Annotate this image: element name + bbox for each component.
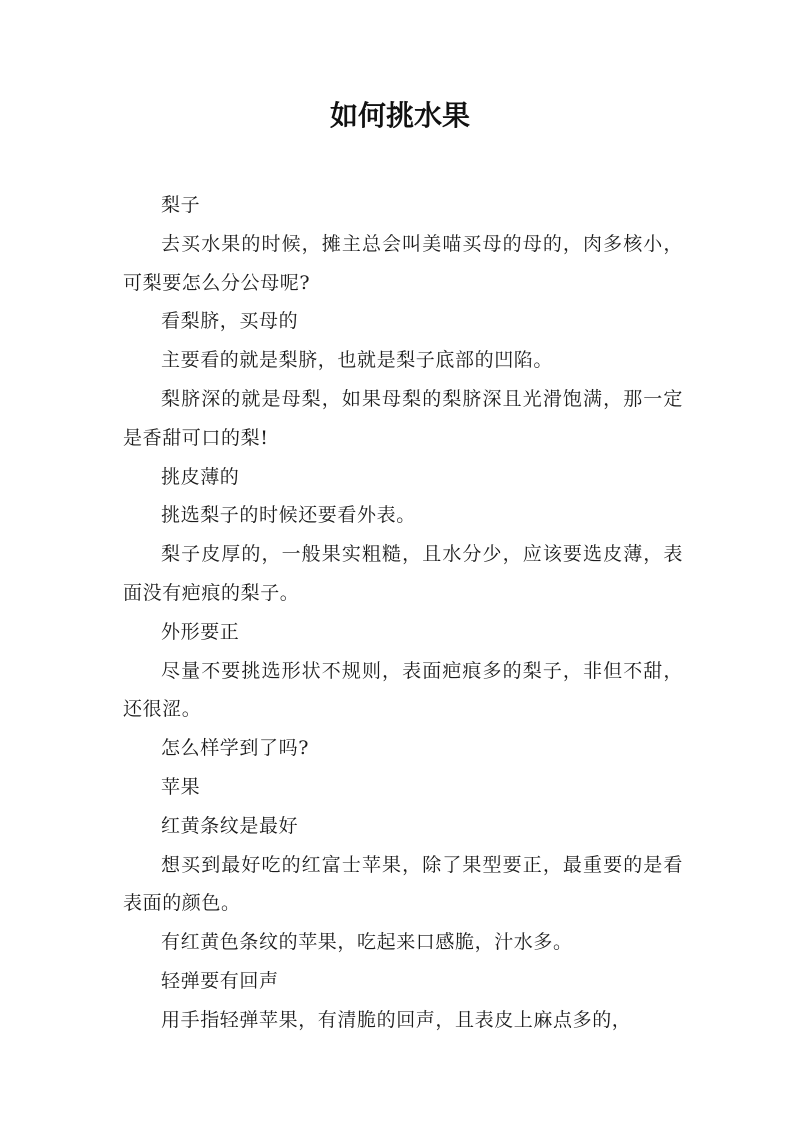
paragraph: 用手指轻弹苹果，有清脆的回声，且表皮上麻点多的， — [161, 1008, 632, 1031]
paragraph: 苹果 — [161, 775, 201, 798]
paragraph: 挑选梨子的时候还要看外表。 — [161, 504, 416, 527]
paragraph: 轻弹要有回声 — [161, 969, 279, 992]
paragraph: 看梨脐，买母的 — [161, 310, 299, 333]
paragraph: 外形要正 — [161, 620, 240, 643]
paragraph: 去买水果的时候，摊主总会叫美喵买母的母的，肉多核小，可梨要怎么分公母呢? — [123, 232, 683, 294]
paragraph: 怎么样学到了吗? — [161, 737, 309, 760]
paragraph: 梨脐深的就是母梨，如果母梨的梨脐深且光滑饱满，那一定是香甜可口的梨! — [123, 387, 683, 449]
paragraph: 挑皮薄的 — [161, 465, 240, 488]
paragraph: 主要看的就是梨脐，也就是梨子底部的凹陷。 — [161, 349, 554, 372]
document-title: 如何挑水果 — [329, 99, 470, 132]
paragraph: 梨子 — [161, 194, 201, 216]
paragraph: 红黄条纹是最好 — [161, 814, 299, 837]
paragraph: 有红黄色条纹的苹果，吃起来口感脆，汁水多。 — [161, 931, 573, 954]
paragraph: 梨子皮厚的，一般果实粗糙，且水分少，应该要选皮薄，表面没有疤痕的梨子。 — [123, 543, 683, 604]
document-body — [123, 186, 683, 1040]
paragraph: 尽量不要挑选形状不规则，表面疤痕多的梨子，非但不甜，还很涩。 — [123, 659, 683, 721]
paragraph: 想买到最好吃的红富士苹果，除了果型要正，最重要的是看表面的颜色。 — [123, 853, 683, 915]
